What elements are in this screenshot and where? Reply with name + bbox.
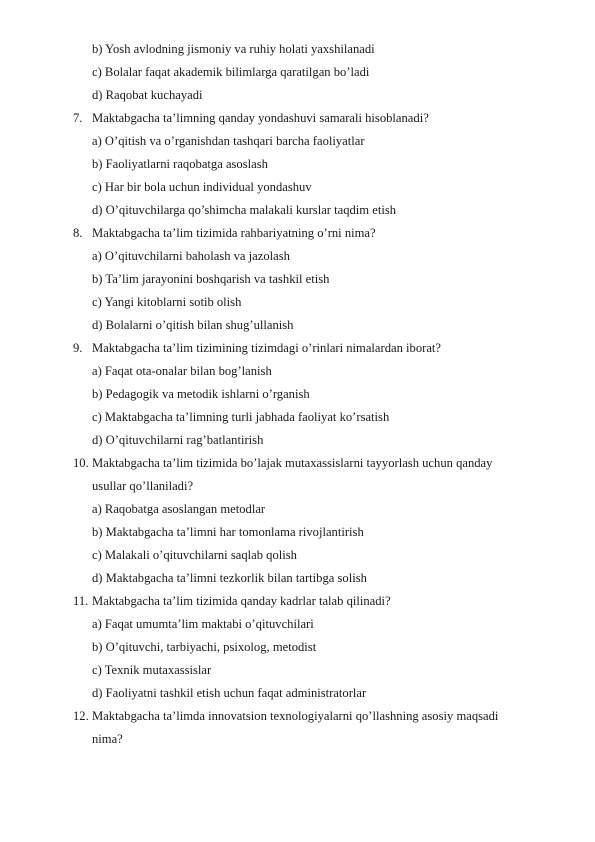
option-line: d) O’qituvchilarni rag’batlantirish (92, 433, 264, 447)
question-8 (0, 222, 595, 245)
question-continuation: usullar qo’llaniladi? (92, 479, 194, 493)
question-text: Maktabgacha ta’limda innovatsion texnologiyalarni qo’llashning asosiy maqsadi (92, 709, 499, 723)
option-line: d) Raqobat kuchayadi (92, 88, 203, 102)
document-page (0, 38, 595, 751)
question-number: 12. (73, 709, 89, 723)
option-line: a) Faqat umumta’lim maktabi o’qituvchilari (92, 617, 314, 631)
option-line: b) Pedagogik va metodik ishlarni o’rganish (92, 387, 310, 401)
option-line: d) O’qituvchilarga qo’shimcha malakali kurslar taqdim etish (92, 203, 397, 217)
option-line: d) Maktabgacha ta’limni tezkorlik bilan tartibga solish (92, 571, 367, 585)
option-line: b) Faoliyatlarni raqobatga asoslash (92, 157, 268, 171)
question-11 (0, 590, 595, 613)
option-line: c) Malakali o’qituvchilarni saqlab qolish (92, 548, 297, 562)
question-10 (0, 452, 595, 475)
question-9 (0, 337, 595, 360)
question-12 (0, 705, 595, 728)
question-number: 10. (73, 456, 89, 470)
question-7 (0, 107, 595, 130)
option-line: c) Maktabgacha ta’limning turli jabhada faoliyat ko’rsatish (92, 410, 390, 424)
option-line: d) Bolalarni o’qitish bilan shug’ullanish (92, 318, 294, 332)
option-line: d) Faoliyatni tashkil etish uchun faqat administratorlar (92, 686, 367, 700)
option-line: a) O’qitish va o’rganishdan tashqari barcha faoliyatlar (92, 134, 365, 148)
question-text: Maktabgacha ta’limning qanday yondashuvi samarali hisoblanadi? (92, 111, 429, 125)
option-line: b) Maktabgacha ta’limni har tomonlama rivojlantirish (92, 525, 364, 539)
option-line: a) Faqat ota-onalar bilan bog’lanish (92, 364, 272, 378)
question-number: 8. (73, 226, 83, 240)
question-text: Maktabgacha ta’lim tizimining tizimdagi o’rinlari nimalardan iborat? (92, 341, 442, 355)
option-line: a) Raqobatga asoslangan metodlar (92, 502, 266, 516)
question-text: Maktabgacha ta’lim tizimida rahbariyatning o’rni nima? (92, 226, 376, 240)
option-line: c) Bolalar faqat akademik bilimlarga qaratilgan bo’ladi (92, 65, 370, 79)
option-line: c) Texnik mutaxassislar (92, 663, 212, 677)
option-line: a) O’qituvchilarni baholash va jazolash (92, 249, 290, 263)
question-number: 11. (73, 594, 89, 608)
option-line: b) O’qituvchi, tarbiyachi, psixolog, metodist (92, 640, 317, 654)
question-continuation: nima? (92, 732, 123, 746)
question-text: Maktabgacha ta’lim tizimida bo’lajak mutaxassislarni tayyorlash uchun qanday (92, 456, 493, 470)
question-number: 7. (73, 111, 83, 125)
option-line: c) Yangi kitoblarni sotib olish (92, 295, 242, 309)
option-line: b) Yosh avlodning jismoniy va ruhiy holati yaxshilanadi (92, 42, 375, 56)
question-number: 9. (73, 341, 83, 355)
option-line: c) Har bir bola uchun individual yondashuv (92, 180, 312, 194)
option-line: b) Ta’lim jarayonini boshqarish va tashkil etish (92, 272, 330, 286)
question-text: Maktabgacha ta’lim tizimida qanday kadrlar talab qilinadi? (92, 594, 391, 608)
